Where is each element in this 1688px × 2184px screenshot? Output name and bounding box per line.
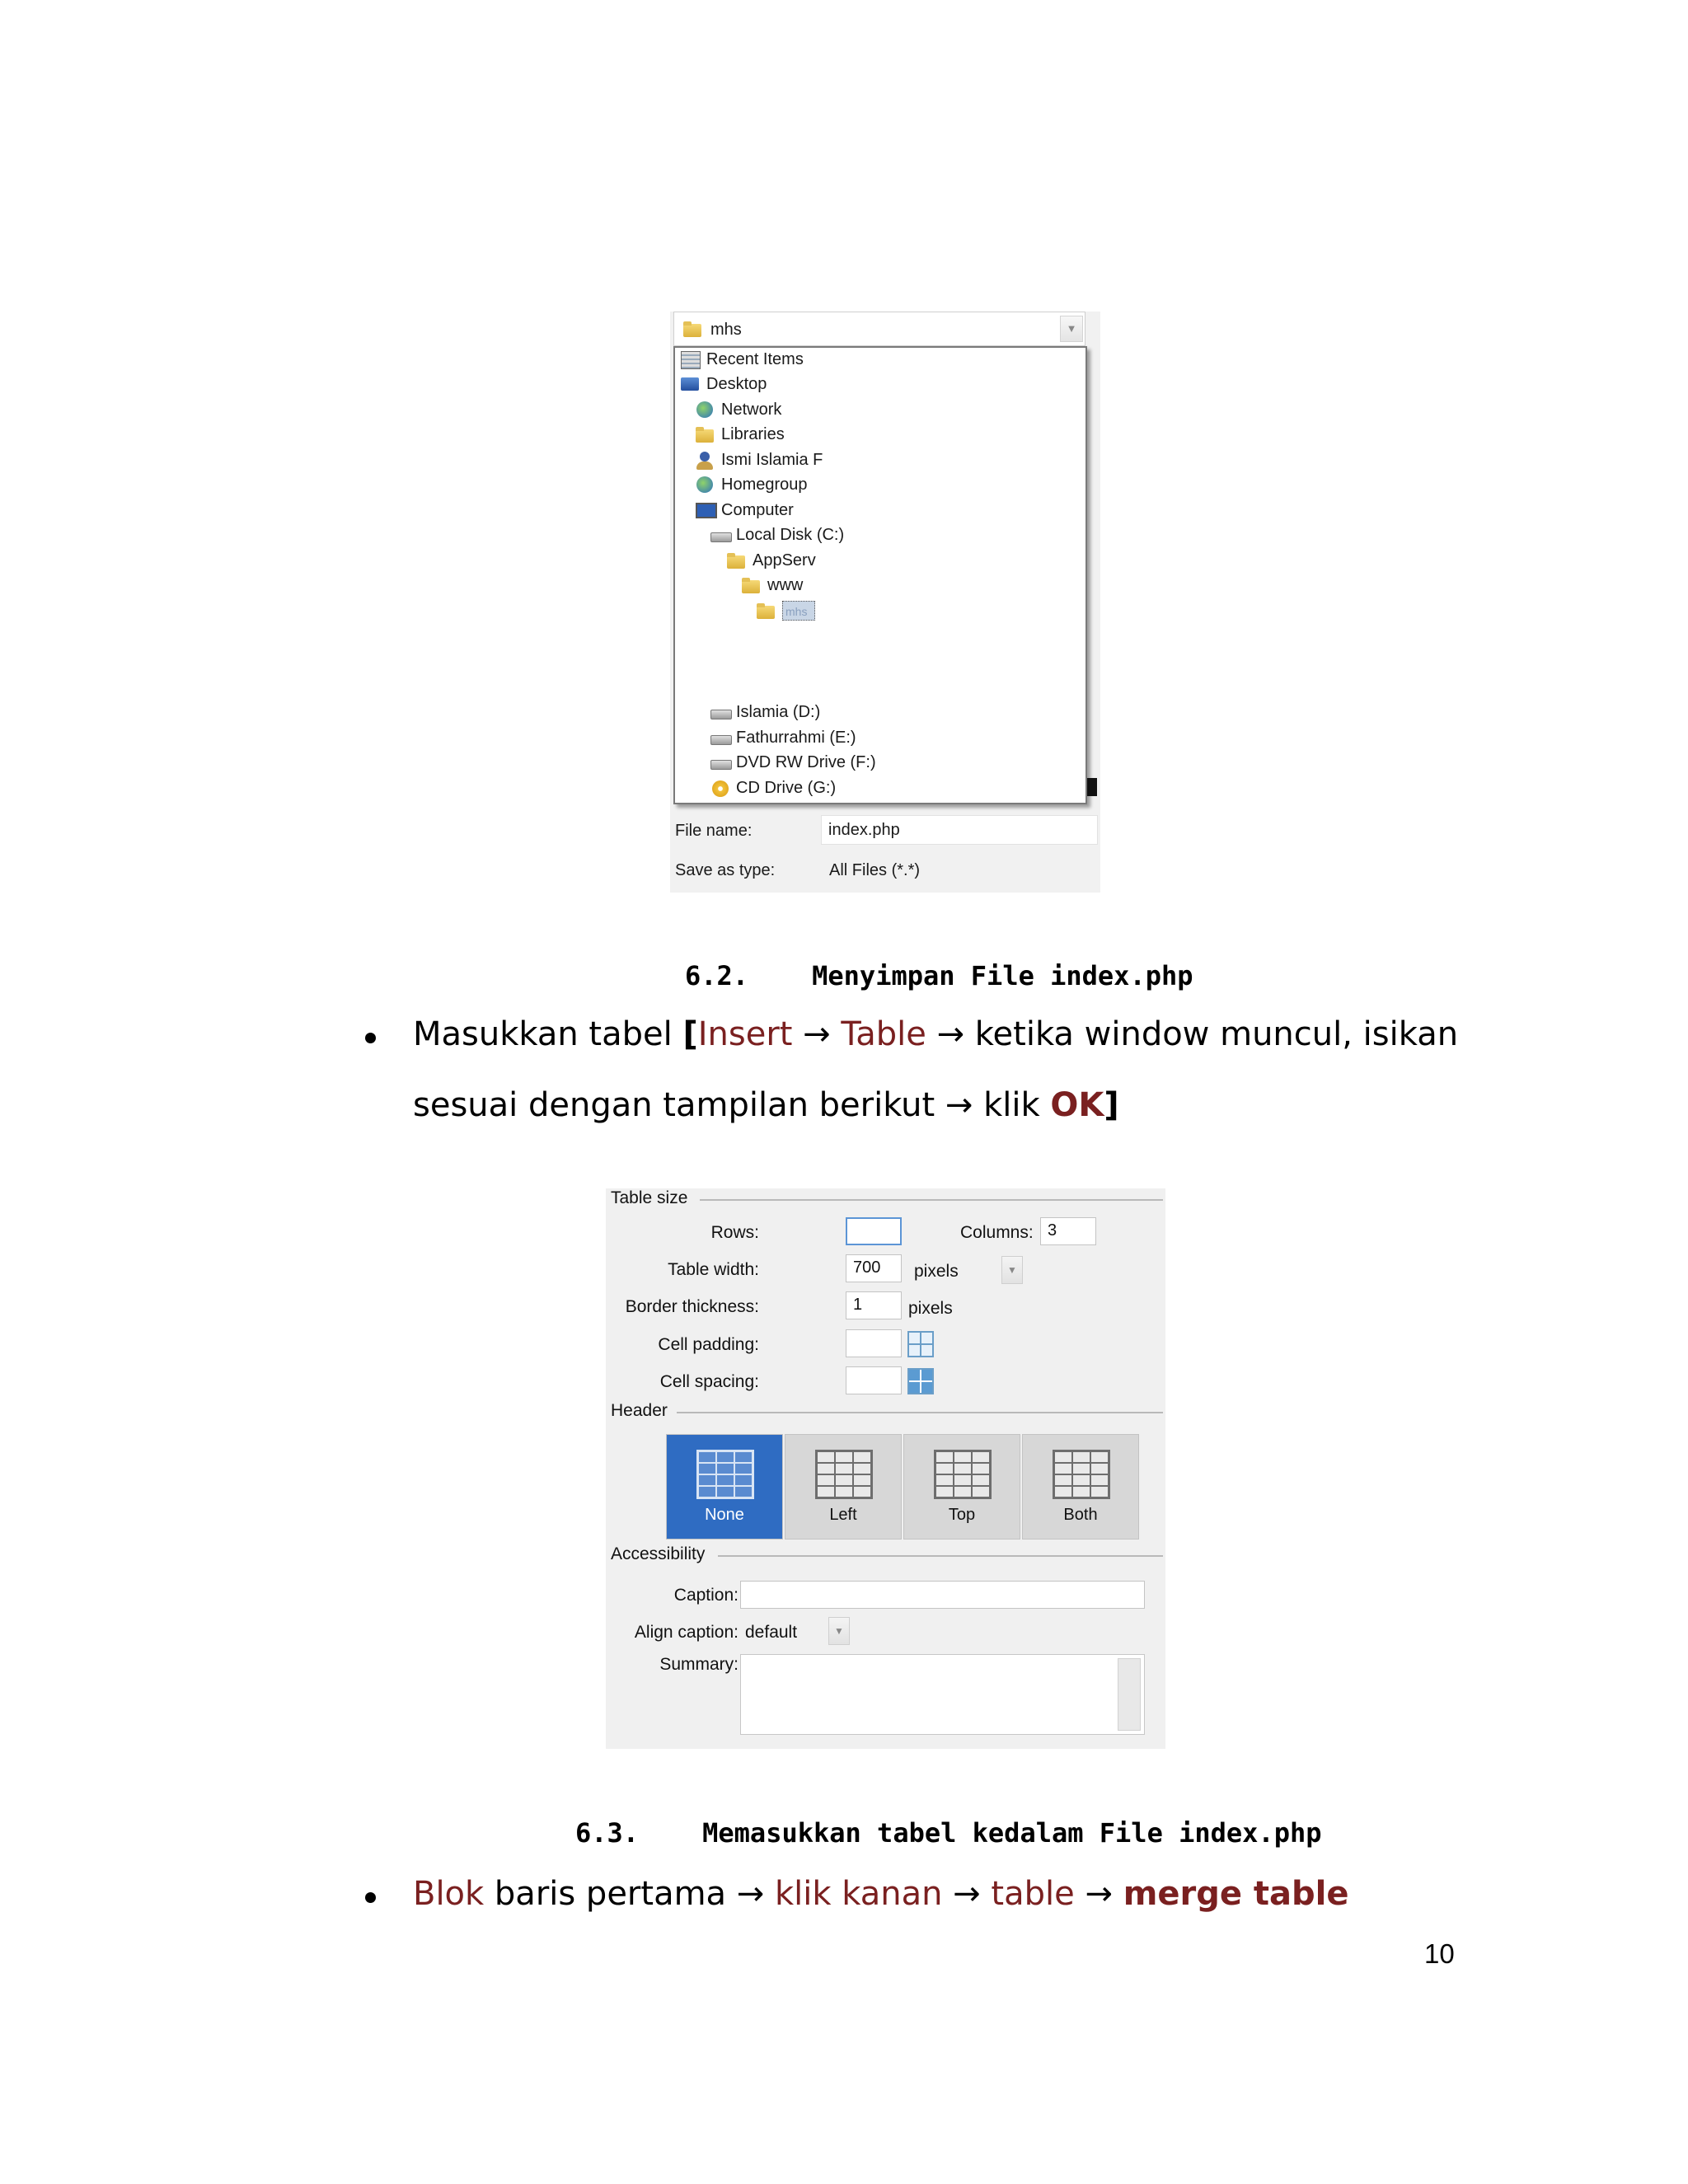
border-unit-label: pixels — [908, 1299, 953, 1318]
tree-item-label: Libraries — [721, 424, 785, 443]
text: sesuai dengan tampilan berikut → klik — [413, 1086, 1051, 1124]
tree-item-label: mhs — [785, 605, 808, 618]
background-window-edge — [1087, 778, 1097, 796]
section-accessibility — [611, 1544, 1163, 1566]
tree-item-www[interactable] — [739, 574, 803, 597]
text: Masukkan tabel — [413, 1015, 683, 1053]
bullet-dot — [365, 1892, 376, 1903]
network-icon — [693, 400, 716, 419]
save-type-select[interactable]: All Files (*.*) — [829, 861, 921, 879]
tree-item-mhs-selected[interactable] — [754, 599, 815, 622]
figure-caption-6-2 — [685, 960, 1193, 991]
tree-item-user[interactable] — [693, 448, 823, 471]
text: → — [942, 1875, 992, 1913]
columns-label: Columns: — [960, 1223, 1034, 1242]
caption-number: 6.2. — [685, 960, 749, 991]
save-dialog-screenshot — [670, 312, 1100, 893]
highlight-klik-kanan: klik kanan — [775, 1875, 943, 1913]
header-option-top[interactable] — [903, 1434, 1020, 1540]
tree-item-label: www — [767, 575, 804, 594]
folder-icon — [724, 551, 748, 570]
tree-item-drive-f[interactable] — [708, 751, 876, 774]
section-divider — [700, 1199, 1163, 1201]
align-caption-select[interactable]: default — [745, 1623, 798, 1642]
bracket: ] — [1104, 1086, 1119, 1124]
file-name-row — [670, 812, 1100, 850]
border-thickness-label: Border thickness: — [625, 1297, 759, 1316]
caption-number: 6.3. — [575, 1817, 640, 1849]
table-top-header-icon — [934, 1450, 992, 1499]
tree-item-label: Ismi Islamia F — [721, 450, 823, 469]
dvd-drive-icon — [708, 752, 731, 772]
file-name-label: File name: — [675, 822, 753, 840]
bracket: [ — [682, 1015, 698, 1053]
tree-item-label: Fathurrahmi (E:) — [736, 728, 856, 747]
cell-spacing-input[interactable] — [846, 1366, 902, 1394]
file-name-input[interactable]: index.php — [821, 815, 1098, 845]
homegroup-icon — [693, 475, 716, 494]
tree-item-label: DVD RW Drive (F:) — [736, 752, 876, 771]
drive-icon — [708, 728, 731, 748]
chevron-down-icon[interactable]: ▼ — [1060, 316, 1083, 342]
highlight-insert: Insert — [697, 1015, 793, 1053]
figure-caption-6-3 — [575, 1817, 1321, 1849]
tree-item-selected-label — [782, 601, 815, 621]
border-thickness-input[interactable]: 1 — [846, 1291, 902, 1319]
section-label: Table size — [611, 1188, 688, 1207]
tree-item-label: Desktop — [706, 374, 767, 393]
highlight-merge-table: merge table — [1123, 1875, 1349, 1913]
tree-item-network[interactable] — [693, 398, 781, 421]
header-option-label: None — [705, 1506, 744, 1524]
libraries-icon — [693, 424, 716, 444]
cell-spacing-icon — [907, 1368, 934, 1394]
tree-item-desktop[interactable] — [678, 373, 767, 396]
summary-scrollbar[interactable] — [1118, 1658, 1141, 1731]
summary-label: Summary: — [659, 1655, 738, 1674]
instruction-line-3 — [413, 1875, 1349, 1913]
tree-item-label: Computer — [721, 500, 794, 519]
local-disk-icon — [708, 525, 731, 545]
caption-text: Menyimpan File index.php — [812, 960, 1193, 991]
folder-icon — [754, 601, 777, 621]
text: → — [1074, 1875, 1123, 1913]
tree-item-drive-e[interactable] — [708, 726, 856, 749]
caption-label: Caption: — [673, 1586, 738, 1605]
highlight-table: table — [991, 1875, 1075, 1913]
caption-text: Memasukkan tabel kedalam File index.php — [702, 1817, 1322, 1849]
tree-item-label: Local Disk (C:) — [736, 525, 845, 544]
location-dropdown-list — [673, 346, 1087, 804]
instruction-line-2 — [413, 1086, 1119, 1124]
section-divider — [677, 1412, 1163, 1413]
summary-textarea[interactable] — [740, 1654, 1145, 1735]
cell-padding-icon — [907, 1331, 934, 1357]
folder-icon — [739, 575, 762, 595]
tree-item-homegroup[interactable] — [693, 473, 808, 496]
recent-items-icon — [678, 349, 701, 369]
highlight-ok: OK — [1050, 1086, 1104, 1124]
tree-item-recent-items[interactable] — [678, 348, 804, 371]
tree-item-drive-d[interactable] — [708, 701, 820, 724]
text: baris pertama → — [484, 1875, 775, 1913]
instruction-line-1 — [413, 1015, 1458, 1053]
table-left-header-icon — [815, 1450, 873, 1499]
highlight-blok: Blok — [413, 1875, 485, 1913]
page-number: 10 — [1424, 1938, 1455, 1969]
tree-item-label: Islamia (D:) — [736, 702, 821, 721]
tree-item-label: CD Drive (G:) — [736, 778, 837, 797]
text: → ketika window muncul, isikan — [926, 1015, 1459, 1053]
table-both-header-icon — [1053, 1450, 1110, 1499]
header-option-left[interactable] — [785, 1434, 902, 1540]
header-option-both[interactable] — [1022, 1434, 1139, 1540]
chevron-down-icon[interactable]: ▼ — [828, 1617, 850, 1645]
chevron-down-icon[interactable]: ▼ — [1001, 1256, 1023, 1284]
save-type-label: Save as type: — [675, 861, 776, 879]
table-none-icon — [696, 1450, 754, 1499]
text: → — [792, 1015, 842, 1053]
caption-input[interactable] — [740, 1581, 1145, 1609]
user-icon — [693, 450, 716, 470]
tree-item-appserv[interactable] — [724, 549, 816, 572]
header-option-label: Both — [1063, 1506, 1098, 1524]
tree-item-computer[interactable] — [693, 499, 794, 522]
table-width-input[interactable]: 700 — [846, 1254, 902, 1282]
header-option-label: Left — [829, 1506, 857, 1524]
section-table-size — [611, 1188, 1163, 1210]
cell-padding-label: Cell padding: — [658, 1335, 759, 1354]
tree-item-label: AppServ — [753, 551, 816, 569]
tree-item-drive-g[interactable] — [708, 776, 836, 799]
tree-item-libraries[interactable] — [693, 423, 785, 446]
tree-item-label: Homegroup — [721, 475, 808, 494]
bullet-dot — [365, 1033, 376, 1043]
align-caption-label: Align caption: — [634, 1623, 738, 1642]
desktop-icon — [678, 374, 701, 394]
tree-item-local-disk[interactable] — [708, 523, 844, 546]
folder-icon — [681, 319, 704, 339]
drive-icon — [708, 702, 731, 722]
section-divider — [718, 1555, 1163, 1557]
section-label: Header — [611, 1401, 668, 1420]
location-combobox-value: mhs — [710, 321, 742, 339]
header-option-label: Top — [948, 1506, 976, 1524]
cell-spacing-label: Cell spacing: — [659, 1372, 759, 1391]
tree-item-label: Network — [721, 400, 782, 419]
width-unit-select[interactable]: pixels — [914, 1262, 959, 1281]
section-header — [611, 1401, 1163, 1422]
rows-label: Rows: — [710, 1223, 759, 1242]
table-width-label: Table width: — [668, 1260, 759, 1279]
table-dialog-screenshot — [606, 1188, 1165, 1749]
location-combobox[interactable] — [673, 312, 1085, 346]
save-type-row — [670, 851, 1100, 889]
header-option-none[interactable] — [666, 1434, 783, 1540]
highlight-table: Table — [841, 1015, 926, 1053]
cell-padding-input[interactable] — [846, 1329, 902, 1357]
columns-input[interactable]: 3 — [1040, 1217, 1096, 1245]
tree-item-label: Recent Items — [706, 349, 804, 368]
computer-icon — [693, 500, 716, 520]
section-label: Accessibility — [611, 1544, 706, 1563]
cd-drive-icon — [708, 778, 731, 798]
rows-input[interactable] — [846, 1217, 902, 1245]
